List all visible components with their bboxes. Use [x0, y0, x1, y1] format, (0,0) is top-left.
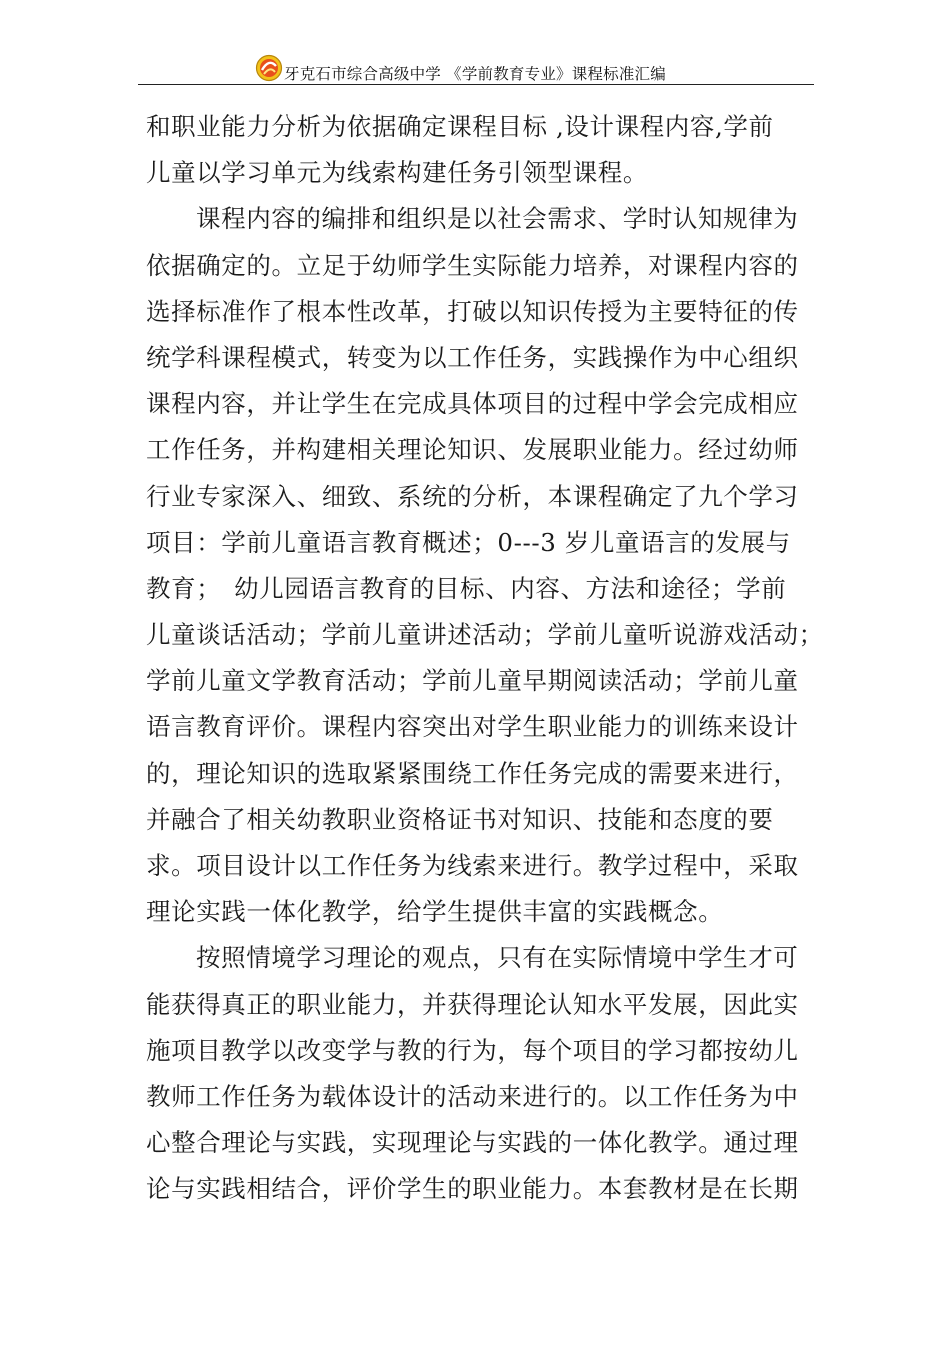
- text-line: 心整合理论与实践，实现理论与实践的一体化教学。通过理: [146, 1128, 799, 1158]
- paragraph-start-line: 按照情境学习理论的观点，只有在实际情境中学生才可: [196, 943, 799, 973]
- text-line: 理论实践一体化教学，给学生提供丰富的实践概念。: [146, 897, 724, 927]
- text-line: 语言教育评价。课程内容突出对学生职业能力的训练来设计: [146, 712, 799, 742]
- document-body: [146, 104, 824, 1213]
- text-line: 能获得真正的职业能力，并获得理论认知水平发展，因此实: [146, 989, 799, 1019]
- text-line: 的，理论知识的选取紧紧围绕工作任务完成的需要来进行，: [146, 758, 799, 788]
- text-line: 教育； 幼儿园语言教育的目标、内容、方法和途径；学前: [146, 573, 787, 603]
- text-line: 学前儿童文学教育活动；学前儿童早期阅读活动；学前儿童: [146, 666, 799, 696]
- text-line: 和职业能力分析为依据确定课程目标 ,设计课程内容,学前: [146, 112, 774, 141]
- text-line: 儿童谈话活动；学前儿童讲述活动；学前儿童听说游戏活动；: [146, 620, 824, 650]
- text-line: 课程内容，并让学生在完成具体项目的过程中学会完成相应: [146, 389, 799, 419]
- text-line: 施项目教学以改变学与教的行为，每个项目的学习都按幼儿: [146, 1035, 799, 1065]
- text-line: 工作任务，并构建相关理论知识、发展职业能力。经过幼师: [146, 435, 799, 465]
- text-line: 儿童以学习单元为线索构建任务引领型课程。: [146, 158, 648, 188]
- text-line: 教师工作任务为载体设计的活动来进行的。以工作任务为中: [146, 1081, 799, 1111]
- page-header: [138, 48, 814, 85]
- school-logo-icon: [255, 54, 283, 82]
- text-line: 行业专家深入、细致、系统的分析，本课程确定了九个学习: [146, 481, 799, 511]
- paragraph-start-line: 课程内容的编排和组织是以社会需求、学时认知规律为: [196, 204, 799, 234]
- text-line: 项目：学前儿童语言教育概述；0---3 岁儿童语言的发展与: [146, 527, 791, 557]
- text-line: 统学科课程模式，转变为以工作任务，实践操作为中心组织: [146, 342, 799, 372]
- text-line: 选择标准作了根本性改革，打破以知识传授为主要特征的传: [146, 296, 799, 326]
- text-line: 并融合了相关幼教职业资格证书对知识、技能和态度的要: [146, 804, 774, 834]
- text-line: 论与实践相结合，评价学生的职业能力。本套教材是在长期: [146, 1174, 799, 1204]
- header-title: 牙克石市综合高级中学 《学前教育专业》课程标准汇编: [284, 65, 666, 83]
- text-line: 依据确定的。立足于幼师学生实际能力培养，对课程内容的: [146, 250, 799, 280]
- text-line: 求。项目设计以工作任务为线索来进行。教学过程中，采取: [146, 851, 799, 880]
